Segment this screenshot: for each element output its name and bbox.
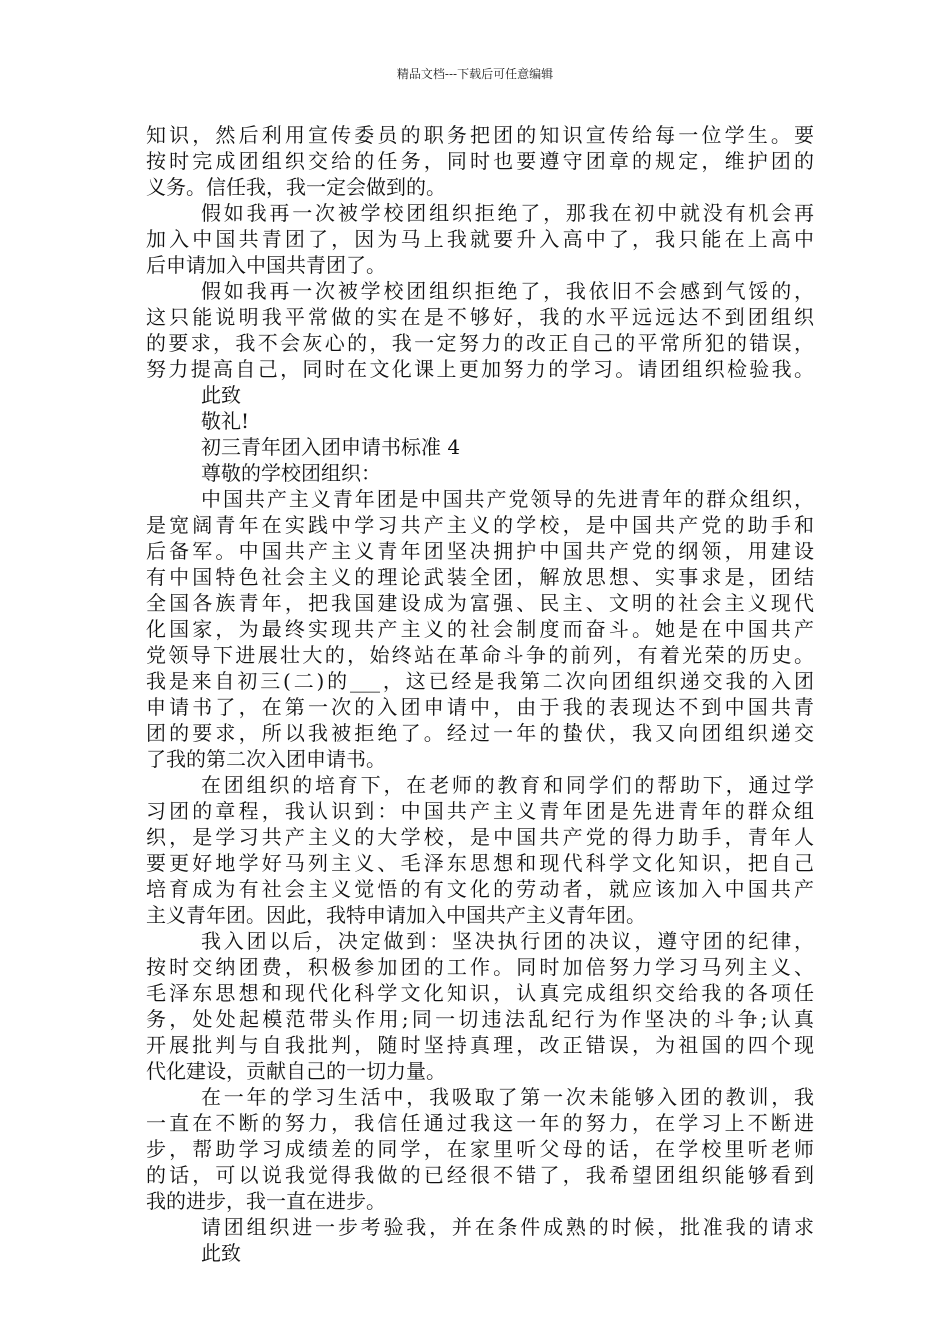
text-line: 敬礼! [201, 409, 250, 433]
text-line: 我入团以后，决定做到：坚决执行团的决议，遵守团的纪律， [201, 929, 814, 953]
text-line: 代化建设，贡献自己的一切力量。 [146, 1059, 446, 1083]
text-line: 习团的章程，我认识到：中国共产主义青年团是先进青年的群众组 [146, 799, 814, 823]
document-body [146, 122, 814, 1266]
text-line: 织，是学习共产主义的大学校，是中国共产党的得力助手，青年人 [146, 825, 814, 849]
text-line: 中国共产主义青年团是中国共产党领导的先进青年的群众组织， [201, 487, 814, 511]
text-line: 党领导下进展壮大的，始终站在革命斗争的前列，有着光荣的历史。 [146, 643, 814, 667]
text-line: 请团组织进一步考验我，并在条件成熟的时候，批准我的请求 [201, 1215, 814, 1239]
text-line: 务，处处起模范带头作用;同一切违法乱纪行为作坚决的斗争;认真 [146, 1007, 814, 1031]
text-line: 初三青年团入团申请书标准 4 [201, 435, 461, 459]
text-line: 是宽阔青年在实践中学习共产主义的学校，是中国共产党的助手和 [146, 513, 814, 537]
text-line: 了我的第二次入团申请书。 [146, 747, 386, 771]
text-line: 我是来自初三(二)的___，这已经是我第二次向团组织递交我的入团 [146, 669, 814, 693]
text-line: 假如我再一次被学校团组织拒绝了，我依旧不会感到气馁的， [201, 279, 814, 303]
text-line: 在一年的学习生活中，我吸取了第一次未能够入团的教训，我 [201, 1085, 814, 1109]
text-line: 的话，可以说我觉得我做的已经很不错了，我希望团组织能够看到 [146, 1163, 814, 1187]
text-line: 一直在不断的努力，我信任通过我这一年的努力，在学习上不断进 [146, 1111, 814, 1135]
text-line: 有中国特色社会主义的理论武装全团，解放思想、实事求是，团结 [146, 565, 814, 589]
text-line: 主义青年团。因此，我特申请加入中国共产主义青年团。 [146, 903, 646, 927]
text-line: 培育成为有社会主义觉悟的有文化的劳动者，就应该加入中国共产 [146, 877, 814, 901]
text-line: 要更好地学好马列主义、毛泽东思想和现代科学文化知识，把自己 [146, 851, 814, 875]
text-line: 全国各族青年，把我国建设成为富强、民主、文明的社会主义现代 [146, 591, 814, 615]
text-line: 此致 [201, 383, 241, 407]
text-line: 按时交纳团费，积极参加团的工作。同时加倍努力学习马列主义、 [146, 955, 814, 979]
text-line: 在团组织的培育下，在老师的教育和同学们的帮助下，通过学 [201, 773, 814, 797]
text-line: 尊敬的学校团组织： [201, 461, 381, 485]
page-header: 精品文档---下载后可任意编辑 [396, 67, 554, 81]
text-line: 后申请加入中国共青团了。 [146, 253, 386, 277]
text-line: 知识，然后利用宣传委员的职务把团的知识宣传给每一位学生。要 [146, 123, 814, 147]
text-line: 后备军。中国共产主义青年团坚决拥护中国共产党的纲领，用建设 [146, 539, 814, 563]
text-line: 加入中国共青团了，因为马上我就要升入高中了，我只能在上高中 [146, 227, 814, 251]
text-line: 此致 [201, 1241, 241, 1265]
text-line: 这只能说明我平常做的实在是不够好，我的水平远远达不到团组织 [146, 305, 814, 329]
text-line: 毛泽东思想和现代化科学文化知识，认真完成组织交给我的各项任 [146, 981, 814, 1005]
text-line: 努力提高自己，同时在文化课上更加努力的学习。请团组织检验我。 [146, 357, 814, 381]
text-line: 的要求，我不会灰心的，我一定努力的改正自己的平常所犯的错误， [146, 331, 814, 355]
text-line: 按时完成团组织交给的任务，同时也要遵守团章的规定，维护团的 [146, 149, 814, 173]
text-line: 假如我再一次被学校团组织拒绝了，那我在初中就没有机会再 [201, 201, 814, 225]
text-line: 步，帮助学习成绩差的同学，在家里听父母的话，在学校里听老师 [146, 1137, 814, 1161]
text-line: 团的要求，所以我被拒绝了。经过一年的蛰伏，我又向团组织递交 [146, 721, 814, 745]
text-line: 申请书了，在第一次的入团申请中，由于我的表现达不到中国共青 [146, 695, 814, 719]
text-line: 开展批判与自我批判，随时坚持真理，改正错误，为祖国的四个现 [146, 1033, 814, 1057]
text-line: 义务。信任我，我一定会做到的。 [146, 175, 446, 199]
text-line: 化国家，为最终实现共产主义的社会制度而奋斗。她是在中国共产 [146, 617, 814, 641]
text-line: 我的进步，我一直在进步。 [146, 1189, 386, 1213]
